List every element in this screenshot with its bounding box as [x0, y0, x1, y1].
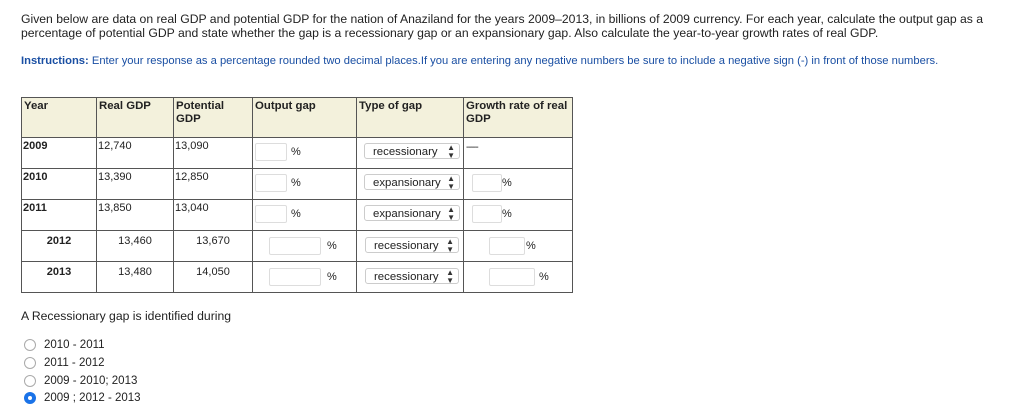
- year-value: 2009: [23, 140, 48, 152]
- instructions-label: Instructions:: [21, 55, 89, 67]
- real-gdp-value: 13,480: [118, 266, 152, 278]
- real-gdp-cell: [97, 200, 174, 231]
- real-gdp-cell: [97, 231, 174, 262]
- output-gap-cell: [253, 262, 357, 293]
- radio-button[interactable]: [24, 357, 36, 369]
- percent-sign: %: [526, 240, 536, 252]
- gap-type-value: recessionary: [374, 240, 439, 252]
- option-label: 2010 - 2011: [44, 339, 105, 351]
- potential-gdp-value: 14,050: [196, 266, 230, 278]
- header-output-gap: Output gap: [253, 98, 357, 138]
- output-gap-input[interactable]: [255, 205, 287, 223]
- gap-type-select[interactable]: [365, 237, 459, 253]
- intro-text: Given below are data on real GDP and potential GDP for the nation of Anaziland for the years 2009–2013, in billions of 2009 currency. For each year, calculate the output gap as a percentage of potential GDP and state whether the gap is a recessionary gap or an expansionary gap. Also calculate the year-to-year growth rates of real GDP.: [21, 12, 984, 40]
- type-of-gap-cell: [357, 169, 464, 200]
- gap-type-value: expansionary: [373, 208, 441, 220]
- real-gdp-cell: [97, 138, 174, 169]
- type-of-gap-cell: [357, 138, 464, 169]
- option-label: 2009 - 2010; 2013: [44, 375, 138, 387]
- year-cell: [22, 200, 97, 231]
- year-cell: [22, 231, 97, 262]
- growth-rate-cell: [464, 200, 573, 231]
- year-cell: [22, 169, 97, 200]
- year-cell: [22, 138, 97, 169]
- real-gdp-value: 13,460: [118, 235, 152, 247]
- header-potential-gdp: Potential GDP: [174, 98, 253, 138]
- gdp-table: [21, 97, 573, 293]
- header-type-of-gap: Type of gap: [357, 98, 464, 138]
- header-year: Year: [22, 98, 97, 138]
- table-row: [22, 138, 573, 169]
- percent-sign: %: [502, 177, 512, 189]
- potential-gdp-cell: [174, 138, 253, 169]
- year-value: 2010: [23, 171, 48, 183]
- output-gap-input[interactable]: [255, 174, 287, 192]
- growth-rate-cell: [464, 262, 573, 293]
- potential-gdp-cell: [174, 262, 253, 293]
- real-gdp-value: 12,740: [98, 140, 132, 152]
- percent-sign: %: [291, 146, 301, 158]
- option-label: 2011 - 2012: [44, 357, 105, 369]
- potential-gdp-value: 13,040: [175, 202, 209, 214]
- header-real-gdp: Real GDP: [97, 98, 174, 138]
- percent-sign: %: [291, 208, 301, 220]
- select-arrows-icon: ▲ ▼: [447, 143, 455, 160]
- year-value: 2013: [46, 266, 72, 278]
- growth-rate-input[interactable]: [489, 268, 535, 286]
- potential-gdp-value: 13,090: [175, 140, 209, 152]
- output-gap-input[interactable]: [255, 143, 287, 161]
- real-gdp-value: 13,850: [98, 202, 132, 214]
- type-of-gap-cell: [357, 200, 464, 231]
- output-gap-cell: [253, 200, 357, 231]
- type-of-gap-cell: [357, 231, 464, 262]
- type-of-gap-cell: [357, 262, 464, 293]
- growth-rate-cell: [464, 138, 573, 169]
- year-value: 2012: [46, 235, 72, 247]
- select-arrows-icon: ▲ ▼: [446, 268, 454, 285]
- potential-gdp-value: 13,670: [196, 235, 230, 247]
- instructions-text: Enter your response as a percentage rounded two decimal places.If you are entering any negative numbers be sure to include a negative sign (-) in front of those numbers.: [88, 55, 939, 67]
- table-row: [22, 231, 573, 262]
- gap-type-value: recessionary: [373, 146, 438, 158]
- table-header-row: [22, 98, 573, 138]
- growth-rate-cell: [464, 231, 573, 262]
- gap-type-select[interactable]: [364, 205, 460, 221]
- growth-rate-na: -----: [466, 142, 478, 153]
- gap-type-value: recessionary: [374, 271, 439, 283]
- year-cell: [22, 262, 97, 293]
- table-row: [22, 200, 573, 231]
- percent-sign: %: [327, 240, 337, 252]
- radio-button-selected[interactable]: [24, 392, 36, 404]
- table-row: [22, 169, 573, 200]
- select-arrows-icon: ▲ ▼: [447, 174, 455, 191]
- output-gap-input[interactable]: [269, 237, 321, 255]
- real-gdp-value: 13,390: [98, 171, 132, 183]
- potential-gdp-cell: [174, 231, 253, 262]
- header-growth-rate: Growth rate of real GDP: [464, 98, 573, 138]
- potential-gdp-cell: [174, 169, 253, 200]
- gap-type-value: expansionary: [373, 177, 441, 189]
- percent-sign: %: [539, 271, 549, 283]
- real-gdp-cell: [97, 262, 174, 293]
- percent-sign: %: [291, 177, 301, 189]
- growth-rate-cell: [464, 169, 573, 200]
- select-arrows-icon: ▲ ▼: [446, 237, 454, 254]
- radio-button[interactable]: [24, 375, 36, 387]
- gap-type-select[interactable]: [364, 143, 460, 159]
- table-row: [22, 262, 573, 293]
- growth-rate-input[interactable]: [472, 205, 502, 223]
- potential-gdp-cell: [174, 200, 253, 231]
- gap-type-select[interactable]: [364, 174, 460, 190]
- output-gap-cell: [253, 169, 357, 200]
- gap-type-select[interactable]: [365, 268, 459, 284]
- question-text: A Recessionary gap is identified during: [21, 309, 232, 323]
- percent-sign: %: [502, 208, 512, 220]
- output-gap-cell: [253, 231, 357, 262]
- real-gdp-cell: [97, 169, 174, 200]
- instructions: [21, 55, 938, 67]
- potential-gdp-value: 12,850: [175, 171, 209, 183]
- output-gap-input[interactable]: [269, 268, 321, 286]
- year-value: 2011: [23, 202, 47, 214]
- percent-sign: %: [327, 271, 337, 283]
- option-label: 2009 ; 2012 - 2013: [44, 392, 141, 404]
- select-arrows-icon: ▲ ▼: [447, 205, 455, 222]
- output-gap-cell: [253, 138, 357, 169]
- growth-rate-input[interactable]: [489, 237, 525, 255]
- growth-rate-input[interactable]: [472, 174, 502, 192]
- radio-button[interactable]: [24, 339, 36, 351]
